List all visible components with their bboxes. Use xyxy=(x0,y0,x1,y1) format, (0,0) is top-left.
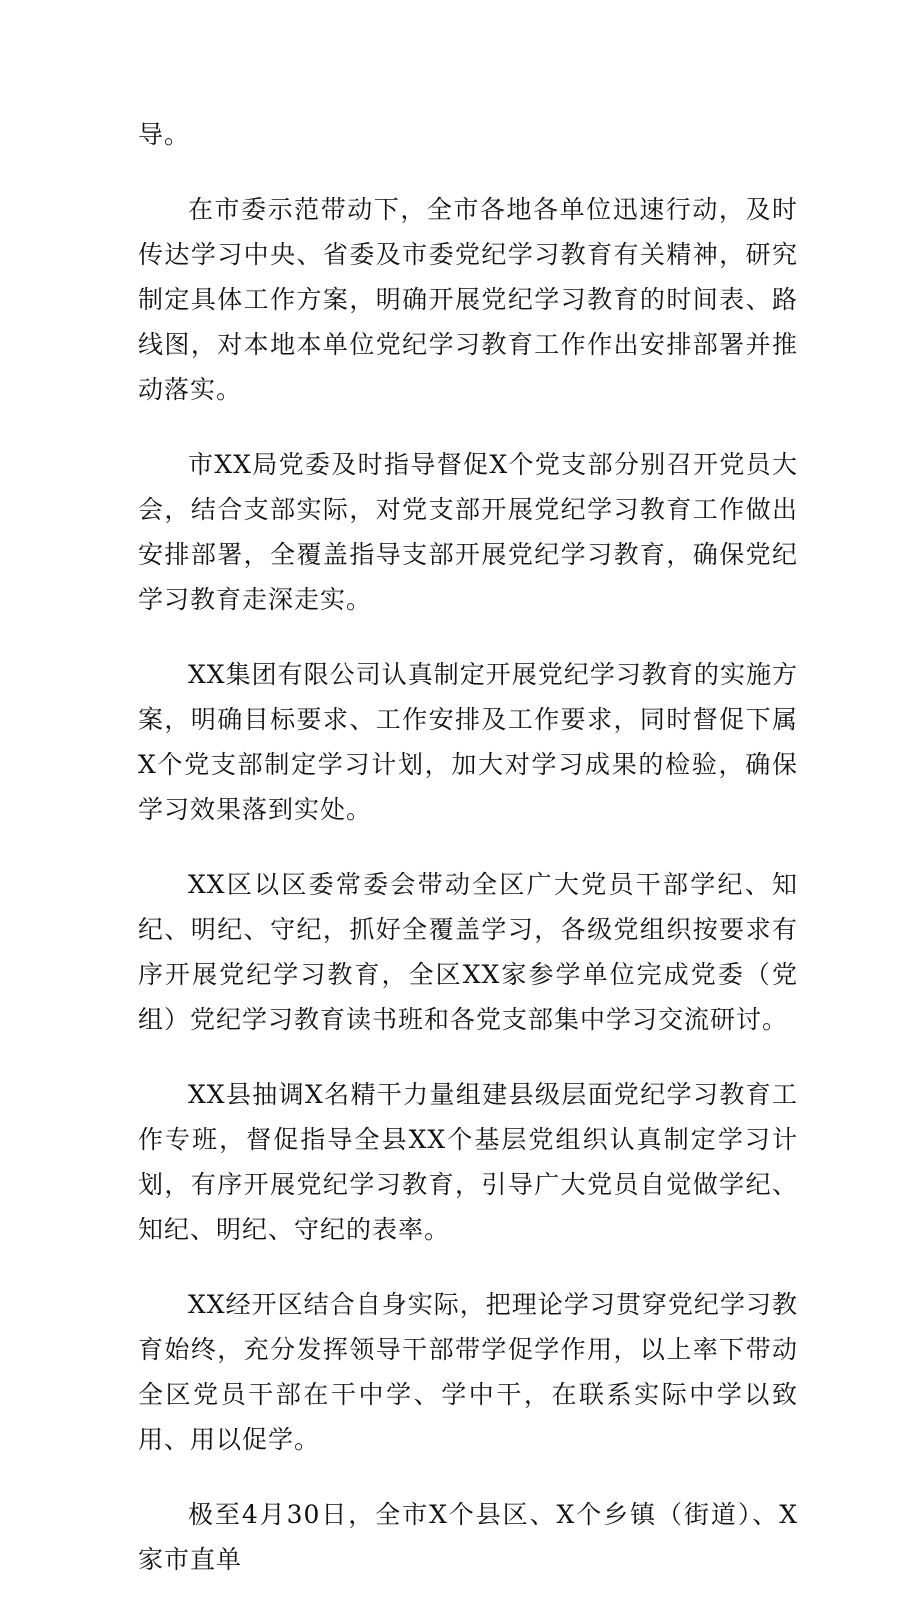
paragraph-development-zone: XX经开区结合自身实际，把理论学习贯穿党纪学习教育始终，充分发挥领导干部带学促学作用，以上率下带动全区党员干部在干中学、学中干，在联系实际中学以致用、用以促学。 xyxy=(138,1290,798,1454)
paragraph-district: XX区以区委常委会带动全区广大党员干部学纪、知纪、明纪、守纪，抓好全覆盖学习，各级党组织按要求有序开展党纪学习教育，全区XX家参学单位完成党委（党组）党纪学习教育读书班和各党支部集中学习交流研讨。 xyxy=(138,870,798,1034)
paragraph-group-company: XX集团有限公司认真制定开展党纪学习教育的实施方案，明确目标要求、工作安排及工作要求，同时督促下属X个党支部制定学习计划，加大对学习成果的检验，确保学习效果落到实处。 xyxy=(138,660,798,824)
paragraph-summary-start: 极至4月30日，全市X个县区、X个乡镇（街道）、X家市直单 xyxy=(138,1500,798,1574)
paragraph-county: XX县抽调X名精干力量组建县级层面党纪学习教育工作专班，督促指导全县XX个基层党组织认真制定学习计划，有序开展党纪学习教育，引导广大党员自觉做学纪、知纪、明纪、守纪的表率。 xyxy=(138,1080,798,1244)
document-body xyxy=(138,112,798,1612)
paragraph-bureau-party-committee: 市XX局党委及时指导督促X个党支部分别召开党员大会，结合支部实际，对党支部开展党纪学习教育工作做出安排部署，全覆盖指导支部开展党纪学习教育，确保党纪学习教育走深走实。 xyxy=(138,450,798,614)
paragraph-city-committee-action: 在市委示范带动下，全市各地各单位迅速行动，及时传达学习中央、省委及市委党纪学习教育有关精神，研究制定具体工作方案，明确开展党纪学习教育的时间表、路线图，对本地本单位党纪学习教育工作作出安排部署并推动落实。 xyxy=(138,195,798,404)
paragraph-continuation: 导。 xyxy=(138,120,191,149)
